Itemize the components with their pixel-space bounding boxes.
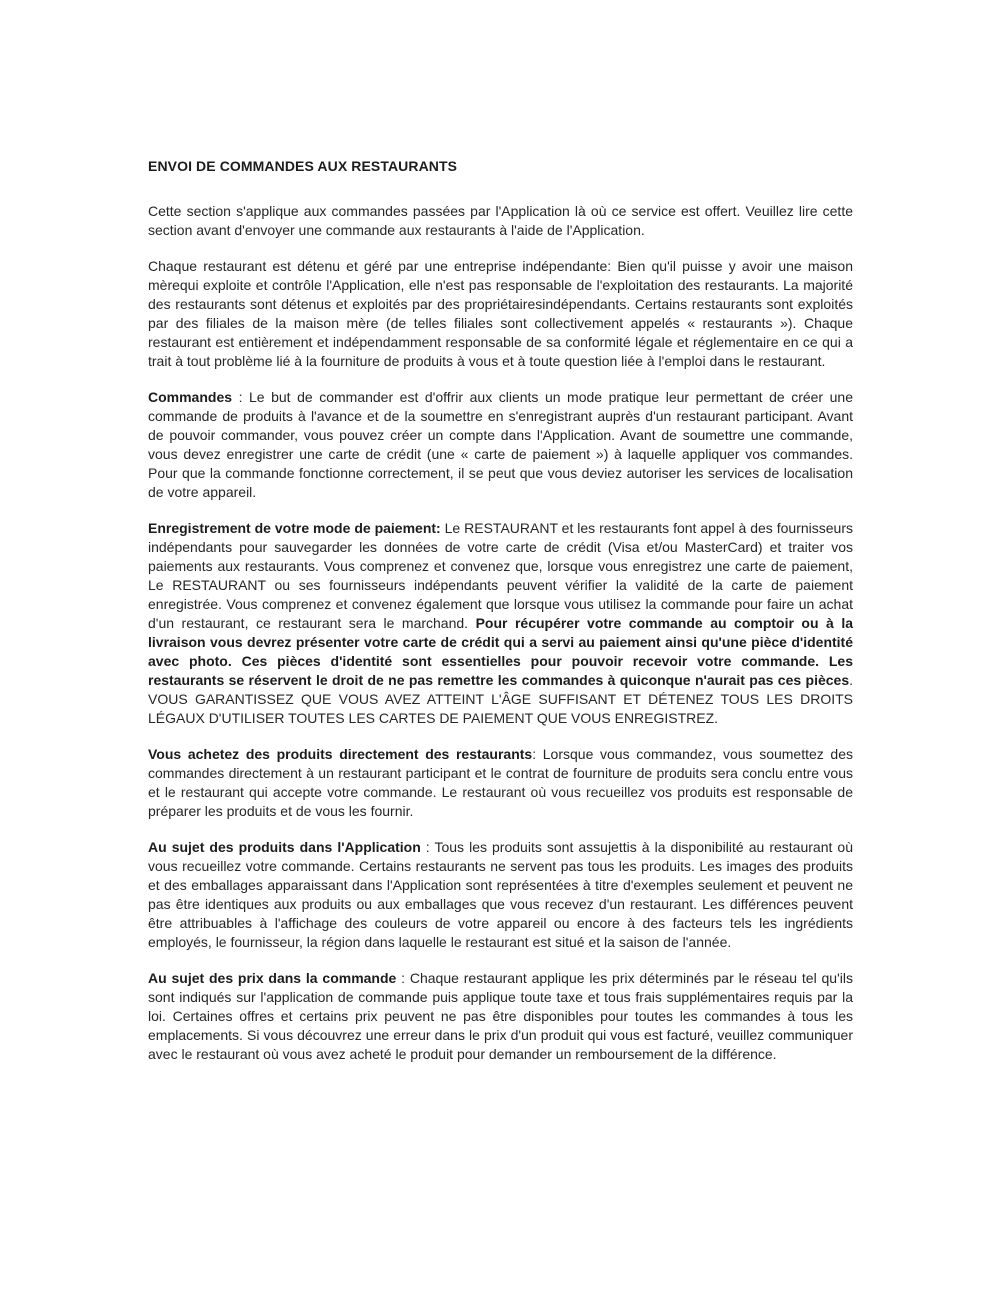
paragraph xyxy=(148,838,853,952)
text-run: : Le but de commander est d'offrir aux clients un mode pratique leur permettant de créer une commande de produits à l'avance et de la soumettre en s'enregistrant auprès d'un restaurant participant. Avant de pouvoir commander, vous pouvez créer un compte dans l'Application. Avant de soumettre une commande, vous devez enregistrer une carte de crédit (une « carte de paiement ») à laquelle appliquer vos commandes. Pour que la commande fonctionne correctement, il se peut que vous deviez autoriser les services de localisation de votre appareil. xyxy=(148,389,853,500)
text-run: : Lorsque vous commandez, vous soumettez des commandes directement à un restaurant participant et le contrat de fourniture de produits sera conclu entre vous et le restaurant qui accepte votre commande. Le restaurant où vous recueillez vos produits est responsable de préparer les produits et de vous les fournir. xyxy=(148,746,853,819)
text-run: Cette section s'applique aux commandes passées par l'Application là où ce service est offert. Veuillez lire cette section avant d'envoyer une commande aux restaurants à l'aide de l'Application. xyxy=(148,203,853,238)
paragraph xyxy=(148,969,853,1064)
bold-text-run: Au sujet des produits dans l'Application xyxy=(148,839,421,855)
paragraph xyxy=(148,257,853,371)
document-body xyxy=(148,202,853,1064)
bold-text-run: Pour récupérer votre commande au comptoir ou à la livraison vous devrez présenter votre carte de crédit qui a servi au paiement ainsi qu'une pièce d'identité avec photo. Ces pièces d'identité sont essentielles pour pouvoir recevoir votre commande. Les restaurants se réservent le droit de ne pas remettre les commandes à quiconque n'aurait pas ces pièces xyxy=(148,615,853,688)
bold-text-run: Enregistrement de votre mode de paiement: xyxy=(148,520,441,536)
text-run: Le RESTAURANT et les restaurants font appel à des fournisseurs indépendants pour sauvegarder les données de votre carte de crédit (Visa et/ou MasterCard) et traiter vos paiements aux restaurants. Vous comprenez et convenez que, lorsque vous enregistrez une carte de paiement, Le RESTAURANT ou ses fournisseurs indépendants peuvent vérifier la validité de la carte de paiement enregistrée. Vous comprenez et convenez également que lorsque vous utilisez la commande pour faire un achat d'un restaurant, ce restaurant sera le marchand. xyxy=(148,520,853,631)
paragraph xyxy=(148,745,853,821)
paragraph xyxy=(148,202,853,240)
text-run: : Tous les produits sont assujettis à la disponibilité au restaurant où vous recueillez votre commande. Certains restaurants ne servent pas tous les produits. Les images des produits et des emballages apparaissant dans l'Application sont représentées à titre d'exemples seulement et peuvent ne pas être identiques aux produits ou aux emballages que vous recevez d'un restaurant. Les différences peuvent être attribuables à l'affichage des couleurs de votre appareil ou encore à des facteurs tels les ingrédients employés, le fournisseur, la région dans laquelle le restaurant est situé et la saison de l'année. xyxy=(148,839,853,950)
bold-text-run: Commandes xyxy=(148,389,233,405)
text-run: Chaque restaurant est détenu et géré par une entreprise indépendante: Bien qu'il puisse y avoir une maison mèrequi exploite et contrôle l'Application, elle n'est pas responsable de l'exploitation des restaurants. La majorité des restaurants sont détenus et exploités par des propriétairesindépendants. Certains restaurants sont exploités par des filiales de la maison mère (de telles filiales sont collectivement appelés « restaurants »). Chaque restaurant est entièrement et indépendamment responsable de sa conformité légale et réglementaire en ce qui a trait à tout problème lié à la fourniture de produits à vous et à toute question liée à l'emploi dans le restaurant. xyxy=(148,258,853,369)
document-heading: ENVOI DE COMMANDES AUX RESTAURANTS xyxy=(148,158,458,174)
text-run: . VOUS GARANTISSEZ QUE VOUS AVEZ ATTEINT L'ÂGE SUFFISANT ET DÉTENEZ TOUS LES DROITS LÉGAUX D'UTILISER TOUTES LES CARTES DE PAIEMENT QUE VOUS ENREGISTREZ. xyxy=(148,672,853,726)
paragraph xyxy=(148,388,853,502)
paragraph xyxy=(148,519,853,728)
bold-text-run: Au sujet des prix dans la commande xyxy=(148,970,397,986)
text-run: : Chaque restaurant applique les prix déterminés par le réseau tel qu'ils sont indiqués sur l'application de commande puis applique toute taxe et tous frais supplémentaires requis par la loi. Certaines offres et certains prix peuvent ne pas être disponibles pour toutes les commandes à tous les emplacements. Si vous découvrez une erreur dans le prix d'un produit qui vous est facturé, veuillez communiquer avec le restaurant où vous avez acheté le produit pour demander un remboursement de la différence. xyxy=(148,970,853,1062)
bold-text-run: Vous achetez des produits directement des restaurants xyxy=(148,746,533,762)
